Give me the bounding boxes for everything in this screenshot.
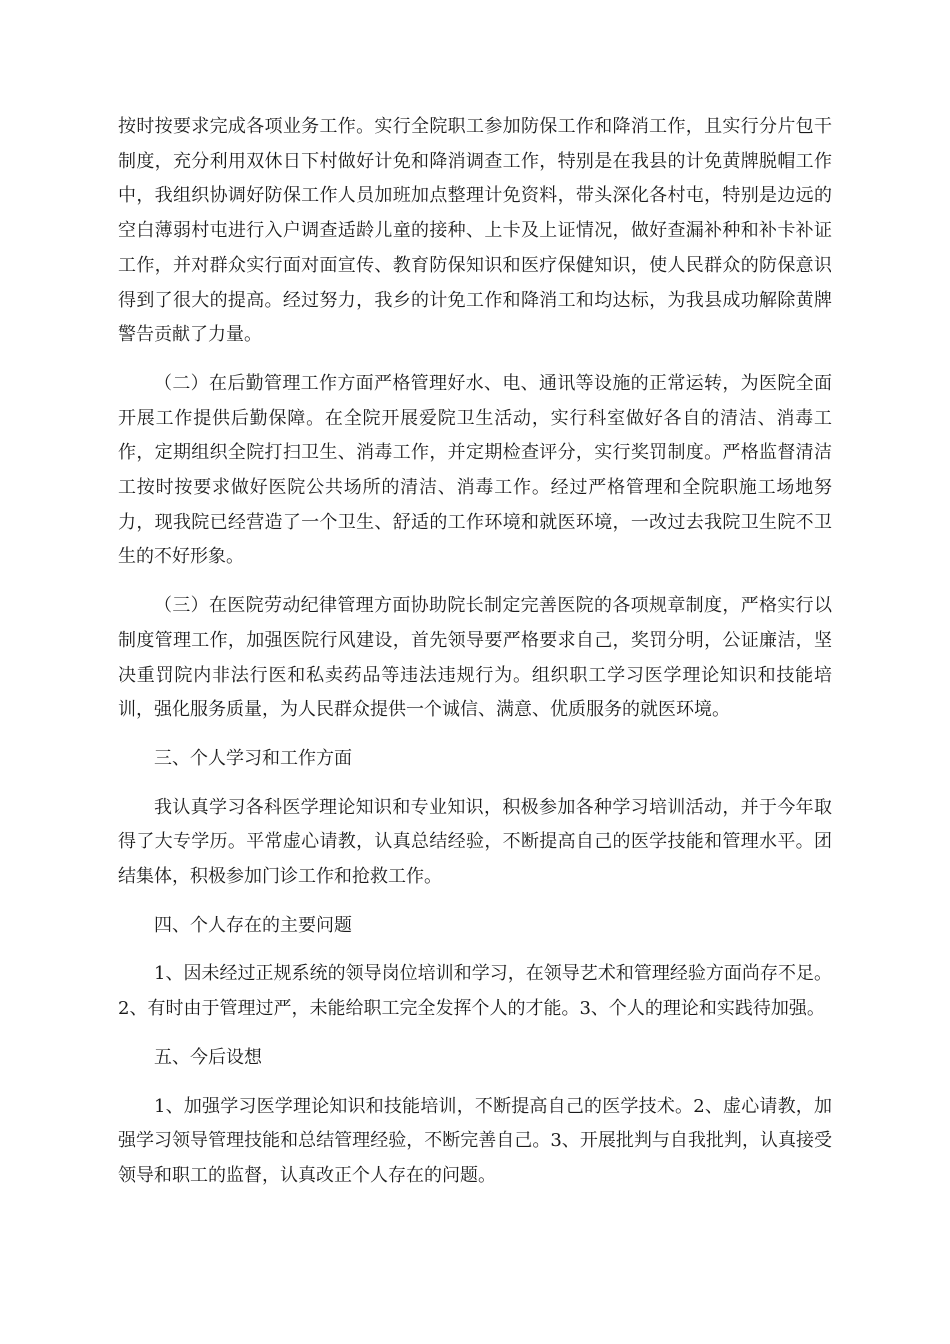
paragraph-plans: 1、加强学习医学理论知识和技能培训，不断提高自己的医学技术。2、虚心请教，加强学习领导管理技能和总结管理经验，不断完善自己。3、开展批判与自我批判，认真接受领导和职工的监督，认真改正个人存在的问题。 [118, 1095, 832, 1186]
section-heading-problems: 四、个人存在的主要问题 [154, 914, 352, 936]
document-body [118, 110, 832, 1208]
paragraph-problems: 1、因未经过正规系统的领导岗位培训和学习，在领导艺术和管理经验方面尚存不足。2、有时由于管理过严，未能给职工完全发挥个人的才能。3、个人的理论和实践待加强。 [118, 963, 832, 1020]
paragraph-logistics: （二）在后勤管理工作方面严格管理好水、电、通讯等设施的正常运转，为医院全面开展工作提供后勤保障。在全院开展爱院卫生活动，实行科室做好各自的清洁、消毒工作，定期组织全院打扫卫生、消毒工作，并定期检查评分，实行奖罚制度。严格监督清洁工按时按要求做好医院公共场所的清洁、消毒工作。经过严格管理和全院职施工场地努力，现我院已经营造了一个卫生、舒适的工作环境和就医环境，一改过去我院卫生院不卫生的不好形象。 [118, 372, 832, 568]
paragraph-continuation: 按时按要求完成各项业务工作。实行全院职工参加防保工作和降消工作，且实行分片包干制度，充分利用双休日下村做好计免和降消调查工作，特别是在我县的计免黄牌脱帽工作中，我组织协调好防保工作人员加班加点整理计免资料，带头深化各村屯，特别是边远的空白薄弱村屯进行入户调查适龄儿童的接种、上卡及上证情况，做好查漏补种和补卡补证工作，并对群众实行面对面宣传、教育防保知识和医疗保健知识，使人民群众的防保意识得到了很大的提高。经过努力，我乡的计免工作和降消工和均达标，为我县成功解除黄牌警告贡献了力量。 [118, 116, 832, 346]
paragraph-discipline: （三）在医院劳动纪律管理方面协助院长制定完善医院的各项规章制度，严格实行以制度管理工作，加强医院行风建设，首先领导要严格要求自己，奖罚分明，公证廉洁，坚决重罚院内非法行医和私卖药品等违法违规行为。组织职工学习医学理论知识和技能培训，强化服务质量，为人民群众提供一个诚信、满意、优质服务的就医环境。 [118, 595, 832, 721]
section-heading-study: 三、个人学习和工作方面 [154, 747, 352, 769]
paragraph-study: 我认真学习各科医学理论知识和专业知识，积极参加各种学习培训活动，并于今年取得了大专学历。平常虚心请教，认真总结经验，不断提高自己的医学技能和管理水平。团结集体，积极参加门诊工作和抢救工作。 [118, 796, 832, 888]
section-heading-plans: 五、今后设想 [154, 1046, 262, 1068]
